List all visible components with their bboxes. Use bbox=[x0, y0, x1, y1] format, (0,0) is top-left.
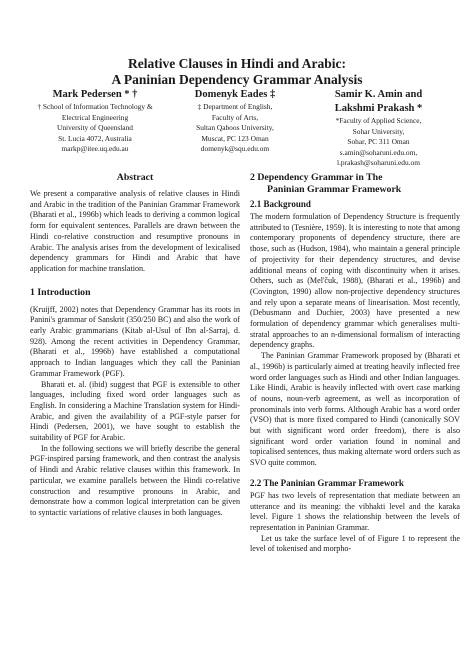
author-block-pedersen bbox=[20, 88, 170, 155]
author-affiliation: Sultan Qaboos University, bbox=[196, 123, 274, 133]
author-email: l.prakash@soharuni.edu.om bbox=[337, 158, 420, 168]
paper-title-line-2: A Paninian Dependency Grammar Analysis bbox=[111, 72, 363, 87]
author-affiliation: St. Lucia 4072, Australia bbox=[58, 133, 132, 143]
section-2-1-heading: 2.1 Background bbox=[250, 199, 311, 209]
author-affiliation: Sohar, PC 311 Oman bbox=[347, 137, 410, 147]
author-affiliation: † School of Information Technology & bbox=[37, 102, 153, 111]
author-affiliation: Muscat, PC 123 Oman bbox=[201, 133, 269, 143]
author-block-amin-prakash bbox=[306, 88, 451, 169]
introduction-paragraph: In the following sections we will briefly describe the general PGF-inspired parsing framework, and then contrast the analysis of Hindi and Arabic relative clauses within this framework. In particular, we examine parallels between the Hindi co-relative construction and resumptive pronouns in Arabic, and demonstrate how a common logical interpretation can be given to syntactic variations of relative clauses in both languages. bbox=[30, 443, 240, 517]
paper-title-line-1: Relative Clauses in Hindi and Arabic: bbox=[128, 56, 346, 71]
author-affiliation: Sohar University, bbox=[352, 126, 405, 136]
left-column bbox=[30, 172, 240, 519]
author-affiliation: ‡ Department of English, bbox=[197, 102, 273, 111]
author-email: markp@itee.uq.edu.au bbox=[61, 144, 129, 154]
author-name: Mark Pedersen * † bbox=[52, 89, 138, 100]
author-name: Lakshmi Prakash * bbox=[334, 103, 423, 114]
author-name: Domenyk Eades ‡ bbox=[194, 89, 276, 100]
pgf-paragraph: PGF has two levels of representation that mediate between an utterance and its meaning: the vibhakti level and the karaka level. Figure 1 shows the relationship between the levels of representation in Paninian Grammar. bbox=[250, 490, 460, 532]
right-column bbox=[250, 172, 460, 555]
author-affiliation: Faculty of Arts, bbox=[211, 112, 259, 122]
author-block-eades bbox=[170, 88, 300, 155]
pgf-paragraph: Let us take the surface level of of Figure 1 to represent the level of tokenised and morpho- bbox=[250, 533, 460, 554]
author-affiliation: University of Queensland bbox=[57, 123, 133, 133]
introduction-paragraph: Bharati et. al. (ibid) suggest that PGF is extensible to other languages, including fixed word order languages such as English. In considering a Machine Translation system for Hindi-Arabic, and given the availability of a PGF-style parser for Hindi (Pedersen, 2001), we have sought to establish the suitability of PGF for Arabic. bbox=[30, 379, 240, 443]
background-paragraph: The Paninian Grammar Framework proposed by (Bharati et al., 1996b) is particularly aimed at treating heavily inflected free word order languages such as Hindi and other Indian languages. Like Hindi, Arabic is heavily inflected with overt case marking of nouns, noun-verb agreement, as well as incorporation of pronominals into verb forms. Although Arabic has a word order (VSO) that is more fixed compared to Hindi (canonically SOV but with significant word order freedom), there is also significant word order variation found in nominal and topicalised sentences, thus making alternate word orders such as SVO quite common. bbox=[250, 351, 460, 468]
author-email: domenyk@squ.edu.om bbox=[200, 144, 270, 154]
background-paragraph: The modern formulation of Dependency Structure is frequently attributed to (Tesnière, 1959). It is interesting to note that among contemporary proponents of dependency structure, there are those, such as (Hudson, 1984), who maintain a general principle of projectivity for their dependency structures, and devise additional means of coping with discontinuity when it arises. Others, such as (Mel'čuk, 1988), (Bharati et al., 1996b) and (Covington, 1990) allow non-projective dependency structures and rely upon a separate means of linearisation. Most recently, (Debusmann and Duchier, 2003) have presented a new formulation of dependency grammar which generalises multi-stratal approaches to an n-dimensional formalism of interacting dependency graphs. bbox=[250, 212, 460, 350]
author-affiliation: *Faculty of Applied Science, bbox=[335, 116, 422, 125]
author-affiliation: Electrical Engineering bbox=[61, 112, 129, 122]
introduction-heading: 1 Introduction bbox=[30, 286, 91, 298]
abstract-heading: Abstract bbox=[116, 172, 154, 183]
section-2-2-heading: 2.2 The Paninian Grammar Framework bbox=[250, 477, 404, 488]
introduction-paragraph: (Kruijff, 2002) notes that Dependency Grammar has its roots in Panini's grammar of Sanskrit (350/250 BC) and also the work of early Arabic grammarians (Kitab al-Usul of Ibn al-Sarraj, d. 928). Among the recent activities in Dependency Grammar, (Bharati et al., 1996b) have established a computational approach to Indian languages which they call the Paninian Grammar Framework (PGF). bbox=[30, 304, 240, 378]
author-name: Samir K. Amin and bbox=[334, 89, 423, 100]
author-email: s.amin@soharuni.edu.om, bbox=[339, 147, 418, 157]
section-2-heading-line-1: 2 Dependency Grammar in The bbox=[250, 172, 383, 183]
abstract-text: We present a comparative analysis of relative clauses in Hindi and Arabic in the tradition of the Paninian Grammar Framework (Bharati et al., 1996b) which leads to deriving a common logical form for equivalent sentences. Parallels are drawn between the Hindi co-relative construction and resumptive pronouns in Arabic. The analysis arises from the development of lexicalised dependency grammars for Hindi and Arabic that have application for machine translation. bbox=[30, 189, 240, 273]
section-2-heading-line-2: Paninian Grammar Framework bbox=[267, 184, 402, 195]
